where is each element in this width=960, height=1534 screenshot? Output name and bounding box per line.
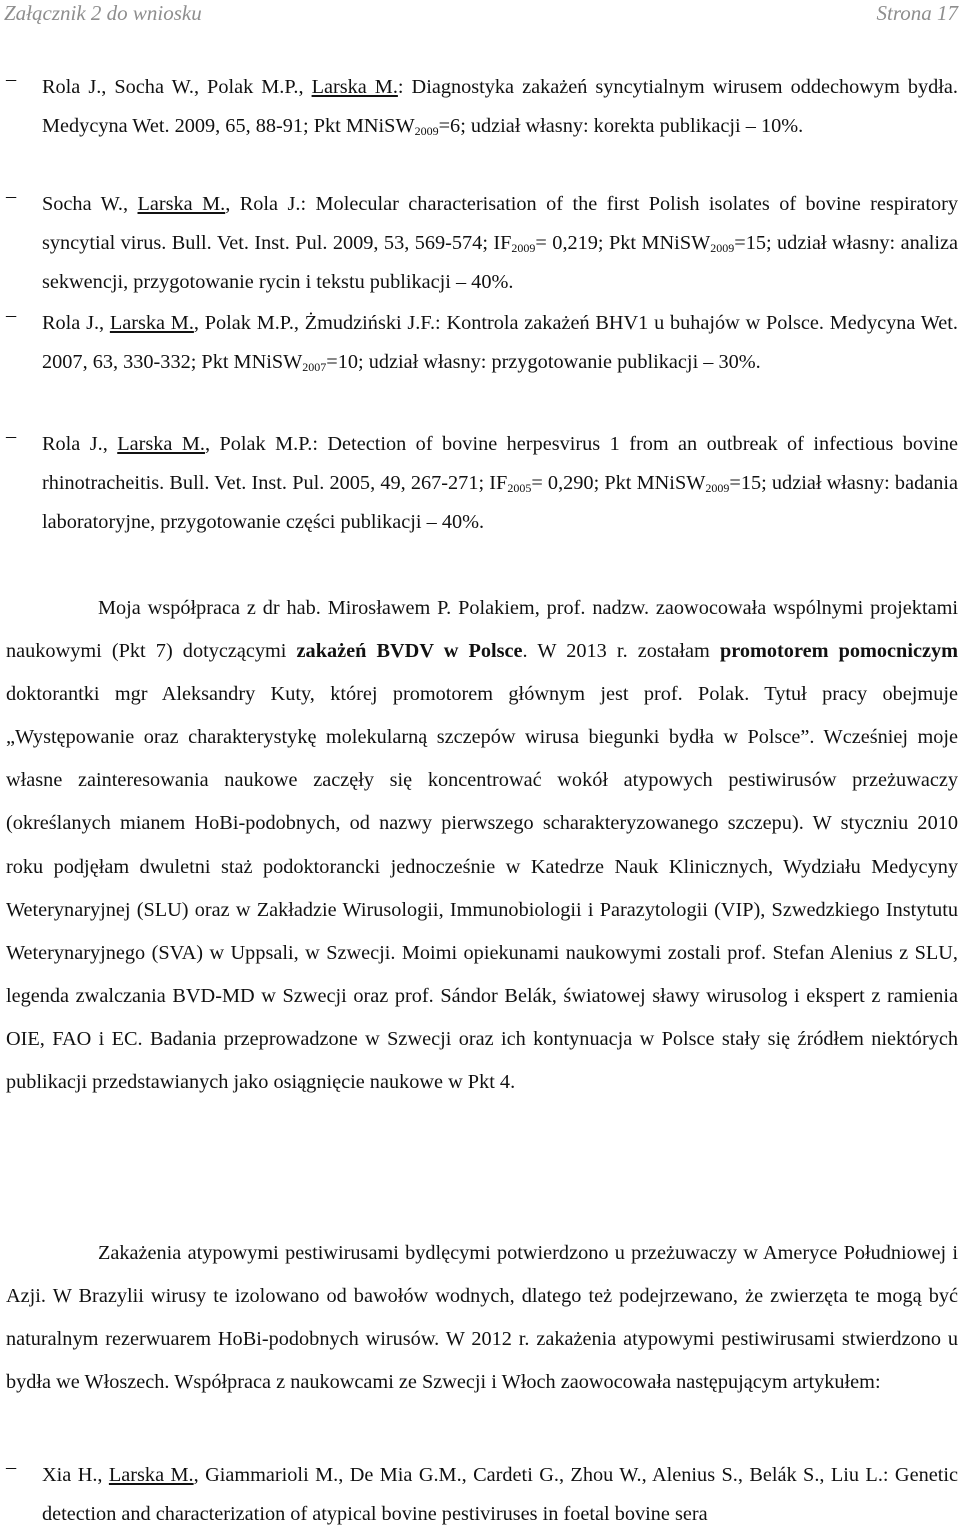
body-paragraph bbox=[6, 1232, 958, 1404]
author-underlined: Larska M. bbox=[117, 433, 205, 455]
citation-text: = 0,219; Pkt MNiSW bbox=[535, 232, 711, 254]
year-subscript: 2009 bbox=[511, 241, 536, 255]
authors: Rola J., Socha W., Polak M.P., bbox=[42, 76, 312, 98]
citation-text: , Rola J.: Molecular characterisation of the first Polish isolates of bovine respiratory syncytial virus. Bull. Vet. Inst. Pul. 2009, 53, 569-574; IF bbox=[42, 193, 959, 254]
citation-text: , Polak M.P.: Detection of bovine herpesvirus 1 from an outbreak of infectious bovine rhinotracheitis. Bull. Vet. Inst. Pul. 2005, 49, 267-271; IF bbox=[42, 433, 958, 494]
dash-bullet: – bbox=[6, 185, 17, 207]
year-subscript: 2007 bbox=[302, 360, 327, 374]
year-subscript: 2009 bbox=[705, 481, 730, 495]
dash-bullet: – bbox=[6, 68, 17, 90]
citation-text: =15; udział własny: analiza sekwencji, przygotowanie rycin i tekstu publikacji – 40%. bbox=[42, 232, 958, 293]
publication-entry bbox=[6, 304, 958, 382]
authors: Xia H., bbox=[42, 1464, 109, 1486]
authors: Rola J., bbox=[42, 312, 110, 334]
publication-text bbox=[42, 304, 958, 382]
paragraph-text: doktorantki mgr Aleksandry Kuty, której promotorem głównym jest prof. Polak. Tytuł pracy obejmuje „Występowanie oraz charakterystykę molekularną szczepów wirusa biegunki bydła w Polsce”. Wcześniej moje własne zainteresowania naukowe zaczęły się koncentrować wokół atypowych pestiwirusów przeżuwaczy (określanych mianem HoBi-podobnych, od nazwy pierwszego scharakteryzowanego szczepu). W styczniu 2010 roku podjęłam dwuletni staż podoktorancki jednocześnie w Katedrze Nauk Klinicznych, Wydziału Medycyny Weterynaryjnej (SLU) oraz w Zakładzie Wirusologii, Immunobiologii i Parazytologii (VIP), Szwedzkiego Instytutu Weterynaryjnego (SVA) w Uppsali, w Szwecji. Moimi opiekunami naukowymi zostali prof. Stefan Alenius z SLU, legenda zwalczania BVD-MD w Szwecji oraz prof. Sándor Belák, światowej sławy wirusolog i ekspert z ramienia OIE, FAO i EC. Badania przeprowadzone w Szwecji oraz ich kontynuacja w Polsce stały się źródłem niektórych publikacji przedstawianych jako osiągnięcie naukowe w Pkt 4. bbox=[6, 683, 958, 1094]
citation-text: , Giammarioli M., De Mia G.M., Cardeti G., Zhou W., Alenius S., Belák S., Liu L.: Genetic detection and characterization of atypical bovine pestiviruses in foetal bovine sera bbox=[42, 1464, 958, 1525]
citation-text: =6; udział własny: korekta publikacji – 10%. bbox=[438, 115, 804, 137]
citation-text: = 0,290; Pkt MNiSW bbox=[531, 472, 706, 494]
citation-text: , Polak M.P., Żmudziński J.F.: Kontrola zakażeń BHV1 u buhajów w Polsce. Medycyna Wet. 2007, 63, 330-332; Pkt MNiSW bbox=[42, 312, 958, 373]
bold-phrase: zakażeń BVDV w Polsce bbox=[296, 640, 523, 663]
citation-text: =10; udział własny: przygotowanie publikacji – 30%. bbox=[326, 351, 761, 373]
author-underlined: Larska M. bbox=[311, 76, 398, 98]
author-underlined: Larska M. bbox=[108, 1464, 194, 1486]
bold-phrase: promotorem pomocniczym bbox=[719, 640, 958, 663]
publication-text bbox=[42, 185, 958, 302]
publication-text bbox=[42, 68, 958, 146]
page-header bbox=[0, 0, 960, 30]
dash-bullet: – bbox=[6, 425, 17, 447]
publication-text bbox=[42, 1456, 958, 1534]
author-underlined: Larska M. bbox=[109, 312, 194, 334]
header-title: Załącznik 2 do wniosku bbox=[4, 1, 202, 25]
authors: Rola J., bbox=[42, 433, 118, 455]
author-underlined: Larska M. bbox=[137, 193, 226, 215]
publication-entry bbox=[6, 68, 958, 146]
citation-text: =15; udział własny: badania laboratoryjne, przygotowanie części publikacji – 40%. bbox=[42, 472, 958, 533]
publication-text bbox=[42, 425, 958, 542]
body-paragraph bbox=[6, 587, 958, 1104]
dash-bullet: – bbox=[6, 304, 17, 326]
authors: Socha W., bbox=[42, 193, 138, 215]
dash-bullet: – bbox=[6, 1456, 17, 1478]
year-subscript: 2009 bbox=[710, 241, 735, 255]
year-subscript: 2009 bbox=[414, 124, 439, 138]
publication-entry bbox=[6, 185, 958, 302]
paragraph-text: . W 2013 r. zostałam bbox=[522, 640, 720, 663]
paragraph-text: Zakażenia atypowymi pestiwirusami bydlęcymi potwierdzono u przeżuwaczy w Ameryce Południowej i Azji. W Brazylii wirusy te izolowano od bawołów wodnych, dlatego też podejrzewano, że zwierzęta te mogą być naturalnym rezerwuarem HoBi-podobnych wirusów. W 2012 r. zakażenia atypowymi pestiwirusami stwierdzono u bydła we Włoszech. Współpraca z naukowcami ze Szwecji i Włoch zaowocowała następującym artykułem: bbox=[6, 1242, 958, 1394]
paragraph-text: Moja współpraca z dr hab. Mirosławem P. Polakiem, prof. nadzw. zaowocowała wspólnymi projektami naukowymi (Pkt 7) dotyczącymi bbox=[6, 597, 958, 663]
publication-entry bbox=[6, 425, 958, 542]
header-page-number: Strona 17 bbox=[876, 1, 958, 25]
publication-entry bbox=[6, 1456, 958, 1534]
citation-text: : Diagnostyka zakażeń syncytialnym wirusem oddechowym bydła. Medycyna Wet. 2009, 65, 88-91; Pkt MNiSW bbox=[42, 76, 958, 137]
year-subscript: 2005 bbox=[507, 481, 532, 495]
